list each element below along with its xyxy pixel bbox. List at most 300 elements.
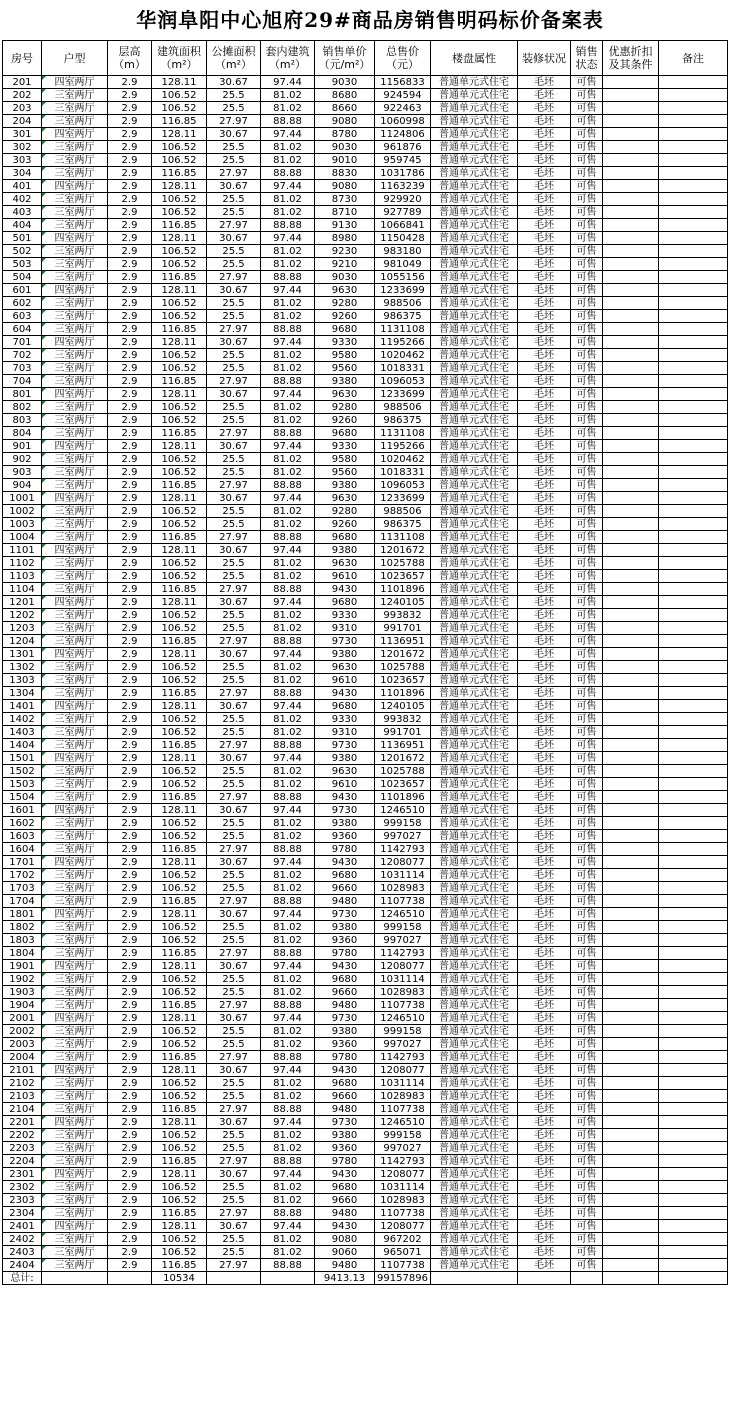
cell-shared-area: 25.5	[207, 258, 261, 271]
cell-unit-price: 9360	[315, 830, 375, 843]
cell-room-no: 2101	[3, 1064, 42, 1077]
cell-inner-area: 97.44	[261, 284, 315, 297]
cell-remarks	[659, 1207, 728, 1220]
cell-discount	[603, 232, 659, 245]
cell-unit-price: 9430	[315, 791, 375, 804]
cell-floor-height: 2.9	[108, 713, 152, 726]
cell-decoration: 毛坯	[518, 622, 571, 635]
cell-shared-area: 27.97	[207, 739, 261, 752]
cell-layout: 三室两厅	[42, 999, 108, 1012]
cell-building-area: 106.52	[152, 518, 207, 531]
cell-room-no: 1403	[3, 726, 42, 739]
cell-layout: 三室两厅	[42, 635, 108, 648]
cell-shared-area: 25.5	[207, 973, 261, 986]
cell-inner-area: 81.02	[261, 102, 315, 115]
cell-discount	[603, 986, 659, 999]
cell-remarks	[659, 414, 728, 427]
total-empty	[571, 1272, 603, 1285]
table-row	[3, 1168, 728, 1181]
cell-sale-status: 可售	[571, 557, 603, 570]
cell-remarks	[659, 648, 728, 661]
cell-room-no: 1603	[3, 830, 42, 843]
table-row	[3, 1142, 728, 1155]
cell-unit-price: 9780	[315, 843, 375, 856]
cell-shared-area: 25.5	[207, 1142, 261, 1155]
cell-discount	[603, 180, 659, 193]
cell-shared-area: 27.97	[207, 1259, 261, 1272]
cell-discount	[603, 323, 659, 336]
cell-layout: 三室两厅	[42, 258, 108, 271]
cell-property-type: 普通单元式住宅	[431, 336, 518, 349]
cell-sale-status: 可售	[571, 1116, 603, 1129]
cell-room-no: 1802	[3, 921, 42, 934]
table-row	[3, 778, 728, 791]
column-header-discount: 优惠折扣 及其条件	[603, 41, 659, 76]
cell-room-no: 2001	[3, 1012, 42, 1025]
cell-layout: 四室两厅	[42, 1116, 108, 1129]
cell-sale-status: 可售	[571, 687, 603, 700]
cell-decoration: 毛坯	[518, 687, 571, 700]
cell-unit-price: 9680	[315, 1181, 375, 1194]
cell-room-no: 1601	[3, 804, 42, 817]
cell-total-price: 1201672	[375, 752, 431, 765]
cell-discount	[603, 674, 659, 687]
cell-building-area: 106.52	[152, 713, 207, 726]
cell-total-price: 986375	[375, 518, 431, 531]
cell-discount	[603, 817, 659, 830]
cell-building-area: 116.85	[152, 427, 207, 440]
cell-total-price: 997027	[375, 830, 431, 843]
cell-room-no: 902	[3, 453, 42, 466]
cell-layout: 三室两厅	[42, 141, 108, 154]
cell-room-no: 2203	[3, 1142, 42, 1155]
cell-remarks	[659, 102, 728, 115]
cell-floor-height: 2.9	[108, 154, 152, 167]
cell-total-price: 988506	[375, 401, 431, 414]
cell-floor-height: 2.9	[108, 193, 152, 206]
cell-building-area: 116.85	[152, 323, 207, 336]
column-header-floor-height: 层高 （m）	[108, 41, 152, 76]
cell-floor-height: 2.9	[108, 596, 152, 609]
cell-total-price: 1096053	[375, 479, 431, 492]
cell-inner-area: 81.02	[261, 869, 315, 882]
cell-total-price: 965071	[375, 1246, 431, 1259]
cell-unit-price: 9280	[315, 401, 375, 414]
cell-inner-area: 81.02	[261, 609, 315, 622]
cell-total-price: 983180	[375, 245, 431, 258]
cell-total-price: 1031114	[375, 1181, 431, 1194]
cell-discount	[603, 89, 659, 102]
cell-discount	[603, 1155, 659, 1168]
cell-sale-status: 可售	[571, 1064, 603, 1077]
cell-unit-price: 9380	[315, 375, 375, 388]
cell-remarks	[659, 791, 728, 804]
table-row	[3, 713, 728, 726]
cell-decoration: 毛坯	[518, 882, 571, 895]
table-row	[3, 765, 728, 778]
cell-room-no: 803	[3, 414, 42, 427]
cell-decoration: 毛坯	[518, 804, 571, 817]
cell-property-type: 普通单元式住宅	[431, 804, 518, 817]
cell-inner-area: 81.02	[261, 362, 315, 375]
cell-total-price: 1246510	[375, 1012, 431, 1025]
cell-total-price: 1201672	[375, 544, 431, 557]
cell-property-type: 普通单元式住宅	[431, 128, 518, 141]
cell-layout: 四室两厅	[42, 232, 108, 245]
cell-property-type: 普通单元式住宅	[431, 479, 518, 492]
cell-total-price: 1031114	[375, 869, 431, 882]
cell-building-area: 128.11	[152, 1012, 207, 1025]
table-row	[3, 674, 728, 687]
cell-shared-area: 25.5	[207, 401, 261, 414]
cell-unit-price: 9310	[315, 622, 375, 635]
cell-layout: 四室两厅	[42, 648, 108, 661]
cell-discount	[603, 1077, 659, 1090]
cell-property-type: 普通单元式住宅	[431, 1090, 518, 1103]
cell-sale-status: 可售	[571, 297, 603, 310]
cell-discount	[603, 1181, 659, 1194]
table-row	[3, 648, 728, 661]
table-header	[3, 41, 728, 76]
cell-inner-area: 97.44	[261, 1220, 315, 1233]
cell-remarks	[659, 635, 728, 648]
cell-property-type: 普通单元式住宅	[431, 973, 518, 986]
cell-total-price: 1096053	[375, 375, 431, 388]
cell-inner-area: 88.88	[261, 479, 315, 492]
cell-total-price: 1208077	[375, 1064, 431, 1077]
cell-sale-status: 可售	[571, 947, 603, 960]
cell-sale-status: 可售	[571, 765, 603, 778]
cell-decoration: 毛坯	[518, 232, 571, 245]
cell-discount	[603, 960, 659, 973]
cell-layout: 三室两厅	[42, 713, 108, 726]
cell-inner-area: 97.44	[261, 752, 315, 765]
cell-discount	[603, 258, 659, 271]
cell-shared-area: 25.5	[207, 102, 261, 115]
cell-shared-area: 27.97	[207, 1103, 261, 1116]
cell-decoration: 毛坯	[518, 323, 571, 336]
cell-floor-height: 2.9	[108, 1129, 152, 1142]
cell-layout: 四室两厅	[42, 336, 108, 349]
cell-unit-price: 9730	[315, 635, 375, 648]
cell-total-price: 1020462	[375, 349, 431, 362]
cell-layout: 三室两厅	[42, 375, 108, 388]
cell-unit-price: 9260	[315, 518, 375, 531]
cell-room-no: 704	[3, 375, 42, 388]
cell-unit-price: 9130	[315, 219, 375, 232]
cell-floor-height: 2.9	[108, 440, 152, 453]
total-empty	[518, 1272, 571, 1285]
cell-decoration: 毛坯	[518, 531, 571, 544]
cell-discount	[603, 635, 659, 648]
cell-sale-status: 可售	[571, 219, 603, 232]
cell-layout: 三室两厅	[42, 661, 108, 674]
cell-discount	[603, 336, 659, 349]
cell-remarks	[659, 375, 728, 388]
total-empty	[42, 1272, 108, 1285]
cell-remarks	[659, 167, 728, 180]
cell-inner-area: 81.02	[261, 1090, 315, 1103]
table-row	[3, 1038, 728, 1051]
cell-layout: 三室两厅	[42, 947, 108, 960]
cell-property-type: 普通单元式住宅	[431, 154, 518, 167]
table-row	[3, 635, 728, 648]
cell-shared-area: 30.67	[207, 284, 261, 297]
cell-room-no: 1501	[3, 752, 42, 765]
total-building-area: 10534	[152, 1272, 207, 1285]
cell-inner-area: 81.02	[261, 154, 315, 167]
cell-property-type: 普通单元式住宅	[431, 1038, 518, 1051]
cell-property-type: 普通单元式住宅	[431, 362, 518, 375]
cell-inner-area: 97.44	[261, 440, 315, 453]
cell-layout: 三室两厅	[42, 726, 108, 739]
cell-sale-status: 可售	[571, 440, 603, 453]
cell-total-price: 1020462	[375, 453, 431, 466]
cell-layout: 三室两厅	[42, 1090, 108, 1103]
cell-property-type: 普通单元式住宅	[431, 375, 518, 388]
column-header-shared-area: 公摊面积 （m²）	[207, 41, 261, 76]
cell-inner-area: 88.88	[261, 1103, 315, 1116]
cell-room-no: 602	[3, 297, 42, 310]
table-row	[3, 999, 728, 1012]
cell-decoration: 毛坯	[518, 947, 571, 960]
cell-building-area: 116.85	[152, 583, 207, 596]
cell-building-area: 106.52	[152, 830, 207, 843]
cell-discount	[603, 310, 659, 323]
cell-discount	[603, 947, 659, 960]
cell-room-no: 1604	[3, 843, 42, 856]
cell-unit-price: 9060	[315, 1246, 375, 1259]
cell-floor-height: 2.9	[108, 349, 152, 362]
cell-remarks	[659, 505, 728, 518]
cell-building-area: 106.52	[152, 401, 207, 414]
cell-sale-status: 可售	[571, 271, 603, 284]
total-empty	[108, 1272, 152, 1285]
cell-layout: 四室两厅	[42, 856, 108, 869]
cell-floor-height: 2.9	[108, 557, 152, 570]
table-row	[3, 908, 728, 921]
column-header-property-type: 楼盘属性	[431, 41, 518, 76]
cell-discount	[603, 518, 659, 531]
cell-discount	[603, 362, 659, 375]
cell-room-no: 401	[3, 180, 42, 193]
total-empty	[659, 1272, 728, 1285]
table-row	[3, 1259, 728, 1272]
cell-inner-area: 81.02	[261, 674, 315, 687]
cell-unit-price: 9560	[315, 466, 375, 479]
cell-discount	[603, 492, 659, 505]
cell-building-area: 128.11	[152, 76, 207, 89]
cell-unit-price: 9480	[315, 1207, 375, 1220]
cell-unit-price: 9360	[315, 1142, 375, 1155]
cell-unit-price: 9580	[315, 453, 375, 466]
cell-building-area: 116.85	[152, 1259, 207, 1272]
cell-decoration: 毛坯	[518, 1116, 571, 1129]
cell-room-no: 503	[3, 258, 42, 271]
cell-property-type: 普通单元式住宅	[431, 1233, 518, 1246]
cell-sale-status: 可售	[571, 1129, 603, 1142]
cell-total-price: 1131108	[375, 427, 431, 440]
cell-unit-price: 9430	[315, 960, 375, 973]
cell-unit-price: 9680	[315, 869, 375, 882]
cell-decoration: 毛坯	[518, 609, 571, 622]
cell-room-no: 603	[3, 310, 42, 323]
cell-inner-area: 81.02	[261, 661, 315, 674]
cell-floor-height: 2.9	[108, 1233, 152, 1246]
cell-building-area: 106.52	[152, 310, 207, 323]
cell-total-price: 1031786	[375, 167, 431, 180]
cell-decoration: 毛坯	[518, 596, 571, 609]
cell-property-type: 普通单元式住宅	[431, 414, 518, 427]
cell-inner-area: 81.02	[261, 830, 315, 843]
cell-remarks	[659, 1168, 728, 1181]
cell-decoration: 毛坯	[518, 752, 571, 765]
cell-shared-area: 27.97	[207, 375, 261, 388]
cell-total-price: 1240105	[375, 596, 431, 609]
cell-inner-area: 88.88	[261, 1207, 315, 1220]
cell-sale-status: 可售	[571, 245, 603, 258]
cell-shared-area: 25.5	[207, 1233, 261, 1246]
cell-layout: 三室两厅	[42, 349, 108, 362]
cell-unit-price: 8680	[315, 89, 375, 102]
cell-sale-status: 可售	[571, 674, 603, 687]
cell-property-type: 普通单元式住宅	[431, 440, 518, 453]
cell-sale-status: 可售	[571, 1077, 603, 1090]
cell-building-area: 116.85	[152, 1155, 207, 1168]
cell-sale-status: 可售	[571, 1090, 603, 1103]
cell-inner-area: 81.02	[261, 973, 315, 986]
cell-unit-price: 9630	[315, 557, 375, 570]
cell-inner-area: 81.02	[261, 570, 315, 583]
cell-total-price: 999158	[375, 921, 431, 934]
cell-total-price: 922463	[375, 102, 431, 115]
cell-building-area: 128.11	[152, 1220, 207, 1233]
column-header-room-no: 房号	[3, 41, 42, 76]
cell-remarks	[659, 596, 728, 609]
cell-inner-area: 81.02	[261, 765, 315, 778]
cell-remarks	[659, 388, 728, 401]
cell-total-price: 1023657	[375, 570, 431, 583]
cell-layout: 四室两厅	[42, 388, 108, 401]
cell-building-area: 106.52	[152, 869, 207, 882]
cell-inner-area: 97.44	[261, 232, 315, 245]
cell-total-price: 967202	[375, 1233, 431, 1246]
cell-sale-status: 可售	[571, 934, 603, 947]
cell-unit-price: 9380	[315, 479, 375, 492]
cell-decoration: 毛坯	[518, 960, 571, 973]
cell-room-no: 1201	[3, 596, 42, 609]
cell-building-area: 106.52	[152, 414, 207, 427]
cell-discount	[603, 375, 659, 388]
cell-shared-area: 25.5	[207, 674, 261, 687]
cell-layout: 四室两厅	[42, 1168, 108, 1181]
cell-decoration: 毛坯	[518, 297, 571, 310]
cell-remarks	[659, 154, 728, 167]
cell-sale-status: 可售	[571, 635, 603, 648]
cell-layout: 四室两厅	[42, 492, 108, 505]
table-row	[3, 1220, 728, 1233]
cell-building-area: 116.85	[152, 739, 207, 752]
cell-total-price: 1142793	[375, 947, 431, 960]
table-body	[3, 76, 728, 1272]
cell-layout: 三室两厅	[42, 427, 108, 440]
cell-property-type: 普通单元式住宅	[431, 557, 518, 570]
cell-shared-area: 25.5	[207, 1077, 261, 1090]
cell-total-price: 986375	[375, 310, 431, 323]
cell-inner-area: 81.02	[261, 1181, 315, 1194]
cell-sale-status: 可售	[571, 76, 603, 89]
cell-room-no: 904	[3, 479, 42, 492]
cell-remarks	[659, 544, 728, 557]
column-header-building-area: 建筑面积 （m²）	[152, 41, 207, 76]
table-row	[3, 284, 728, 297]
cell-unit-price: 9480	[315, 1103, 375, 1116]
cell-sale-status: 可售	[571, 999, 603, 1012]
table-row	[3, 388, 728, 401]
table-row	[3, 427, 728, 440]
cell-sale-status: 可售	[571, 388, 603, 401]
cell-shared-area: 30.67	[207, 388, 261, 401]
cell-total-price: 1156833	[375, 76, 431, 89]
cell-total-price: 929920	[375, 193, 431, 206]
cell-inner-area: 88.88	[261, 531, 315, 544]
table-row	[3, 622, 728, 635]
cell-shared-area: 25.5	[207, 505, 261, 518]
cell-remarks	[659, 895, 728, 908]
cell-decoration: 毛坯	[518, 245, 571, 258]
cell-unit-price: 9310	[315, 726, 375, 739]
cell-property-type: 普通单元式住宅	[431, 843, 518, 856]
cell-layout: 三室两厅	[42, 921, 108, 934]
cell-discount	[603, 1142, 659, 1155]
cell-discount	[603, 1012, 659, 1025]
cell-discount	[603, 752, 659, 765]
cell-sale-status: 可售	[571, 648, 603, 661]
cell-decoration: 毛坯	[518, 908, 571, 921]
cell-total-price: 1195266	[375, 440, 431, 453]
table-row	[3, 414, 728, 427]
cell-discount	[603, 1168, 659, 1181]
cell-layout: 三室两厅	[42, 791, 108, 804]
cell-property-type: 普通单元式住宅	[431, 1220, 518, 1233]
cell-layout: 三室两厅	[42, 986, 108, 999]
cell-unit-price: 8780	[315, 128, 375, 141]
cell-room-no: 1301	[3, 648, 42, 661]
cell-layout: 四室两厅	[42, 752, 108, 765]
cell-discount	[603, 76, 659, 89]
cell-shared-area: 25.5	[207, 1246, 261, 1259]
cell-remarks	[659, 1233, 728, 1246]
cell-decoration: 毛坯	[518, 284, 571, 297]
cell-total-price: 1018331	[375, 466, 431, 479]
cell-property-type: 普通单元式住宅	[431, 1129, 518, 1142]
cell-shared-area: 25.5	[207, 557, 261, 570]
cell-shared-area: 25.5	[207, 466, 261, 479]
cell-room-no: 301	[3, 128, 42, 141]
table-row	[3, 518, 728, 531]
cell-floor-height: 2.9	[108, 1064, 152, 1077]
cell-property-type: 普通单元式住宅	[431, 232, 518, 245]
cell-room-no: 702	[3, 349, 42, 362]
cell-building-area: 106.52	[152, 453, 207, 466]
cell-remarks	[659, 843, 728, 856]
cell-room-no: 1204	[3, 635, 42, 648]
cell-inner-area: 97.44	[261, 856, 315, 869]
cell-unit-price: 9230	[315, 245, 375, 258]
cell-floor-height: 2.9	[108, 986, 152, 999]
cell-room-no: 1302	[3, 661, 42, 674]
cell-layout: 四室两厅	[42, 76, 108, 89]
